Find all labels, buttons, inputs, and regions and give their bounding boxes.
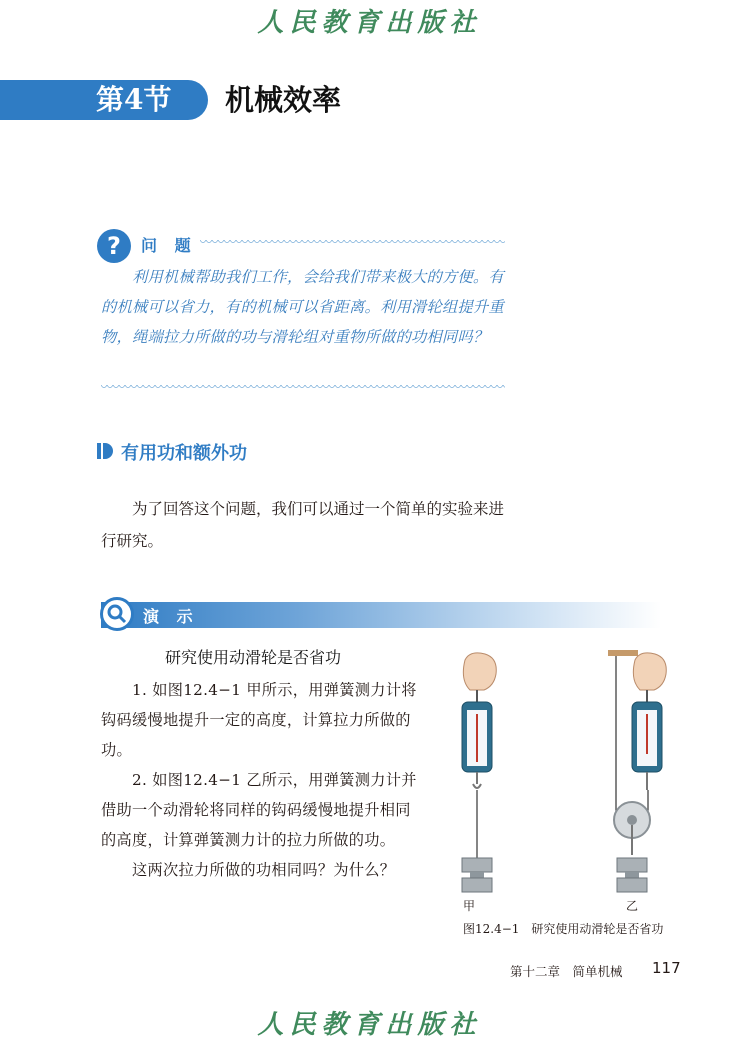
hand-icon [633, 653, 666, 690]
publisher-logo-bottom: 人民教育出版社 [257, 1010, 482, 1040]
question-text: 利用机械帮助我们工作，会给我们带来极大的方便。有的机械可以省力，有的机械可以省距离。利用滑轮组提升重物，绳端拉力所做的功与滑轮组对重物所做的功相同吗？ [101, 268, 504, 346]
figure-label-b: 乙 [626, 899, 639, 913]
section-number: 第4节 [96, 83, 172, 116]
section-marker-icon [97, 443, 113, 459]
intro-paragraph [101, 493, 506, 557]
ceiling-support [608, 650, 638, 656]
hand-icon [463, 653, 496, 690]
experiment-steps [101, 675, 424, 885]
demo-magnifier-icon [100, 597, 134, 631]
publisher-logo-top: 人民教育出版社 [257, 8, 482, 38]
figure-label-a: 甲 [463, 899, 476, 913]
question-label: 问 题 [141, 236, 197, 255]
subsection-title: 有用功和额外功 [121, 443, 247, 464]
question-divider-bottom [101, 385, 505, 391]
intro-text: 为了回答这个问题，我们可以通过一个简单的实验来进行研究。 [101, 500, 505, 550]
question-box [101, 262, 505, 352]
pulley-figure [440, 650, 690, 900]
experiment-title: 研究使用动滑轮是否省功 [165, 648, 342, 667]
chapter-footer: 第十二章 简单机械 [510, 964, 623, 979]
page-number: 117 [652, 959, 681, 977]
experiment-step-2: 2. 如图12.4−1 乙所示，用弹簧测力计并借助一个动滑轮将同样的钩码缓慢地提升相同的高度，计算弹簧测力计的拉力所做的功。 [101, 771, 417, 849]
experiment-step-1: 1. 如图12.4−1 甲所示，用弹簧测力计将钩码缓慢地提升一定的高度，计算拉力所做的功。 [101, 681, 417, 759]
section-title: 机械效率 [225, 83, 342, 117]
pulley-icon [614, 802, 650, 855]
weight-icon [462, 858, 492, 892]
question-divider-top [200, 240, 505, 246]
demo-label: 演 示 [143, 607, 199, 626]
figure-caption: 图12.4−1 研究使用动滑轮是否省功 [463, 922, 664, 936]
spring-scale-icon [632, 690, 662, 790]
weight-icon [617, 858, 647, 892]
spring-scale-icon [462, 690, 492, 788]
experiment-question: 这两次拉力所做的功相同吗？为什么？ [132, 861, 396, 879]
question-icon: ? [97, 229, 131, 263]
